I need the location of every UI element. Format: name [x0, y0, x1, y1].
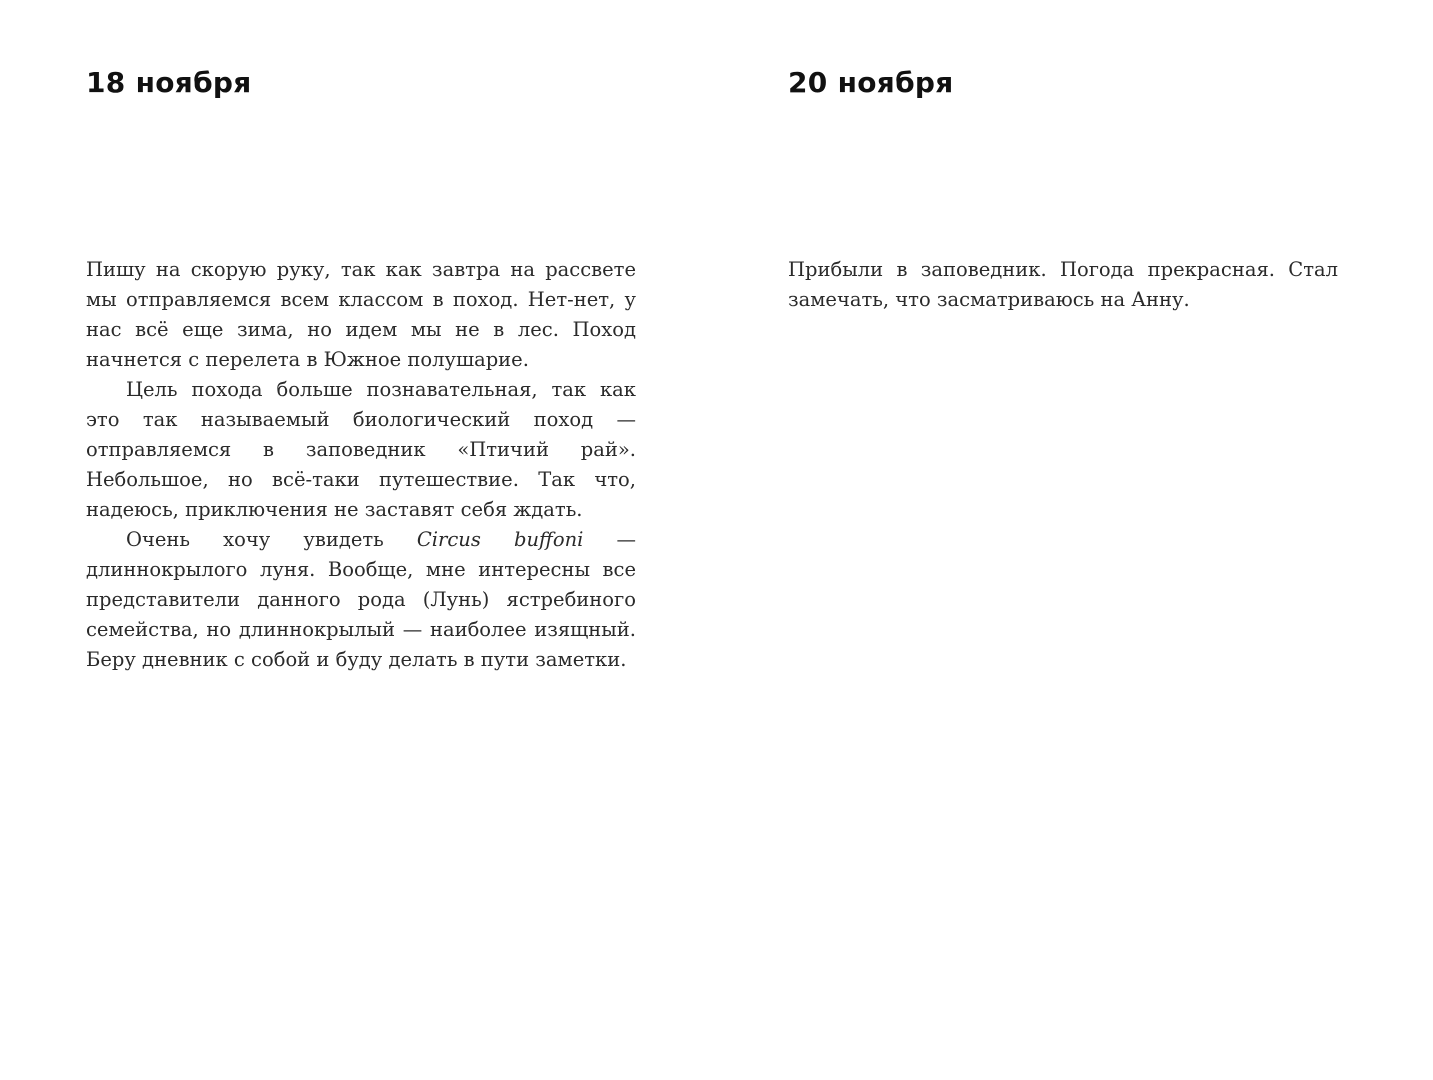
paragraph-text: — длиннокрылого луня. Вообще, мне интересны все представители данного рода (Лунь) ястребиного семейства, но длиннокрылый — наиболее изящный. Беру дневник с собой и буду делать в пути заметки.: [86, 528, 636, 671]
paragraph: Пишу на скорую руку, так как завтра на рассвете мы отправляемся всем классом в поход. Нет-нет, у нас всё еще зима, но идем мы не в лес. Поход начнется с перелета в Южное полушарие.: [86, 258, 636, 371]
entry-body: [788, 255, 1338, 315]
species-name: Circus buffoni: [416, 528, 584, 551]
paragraph-text: Очень хочу увидеть: [126, 528, 417, 551]
right-page: [788, 0, 1338, 1080]
paragraph: Цель похода больше познавательная, так как это так называемый биологический поход — отправляемся в заповедник «Птичий рай». Небольшое, но всё-таки путешествие. Так что, надеюсь, приключения не заставят себя ждать.: [86, 378, 636, 521]
left-page: [86, 0, 636, 1080]
paragraph: [86, 525, 636, 675]
paragraph: Прибыли в заповедник. Погода прекрасная. Стал замечать, что засматриваюсь на Анну.: [788, 258, 1338, 311]
entry-body: [86, 255, 636, 675]
entry-date-heading: 18 ноября: [86, 66, 252, 99]
entry-date-heading: 20 ноября: [788, 66, 954, 99]
